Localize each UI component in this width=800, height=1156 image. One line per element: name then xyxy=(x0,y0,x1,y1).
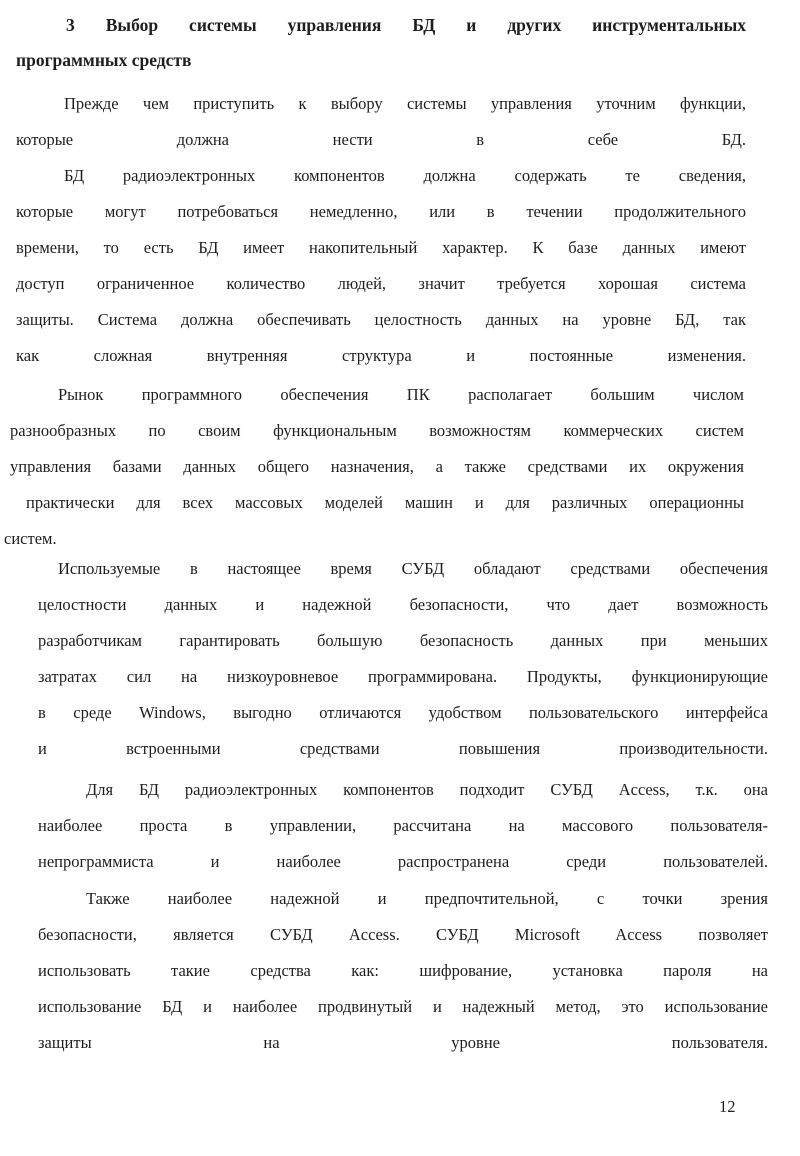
paragraph-db-requirements xyxy=(16,158,746,374)
paragraph-access-security xyxy=(38,881,768,1061)
text-line: которые должна нести в себе БД. xyxy=(16,130,746,149)
text-line: практически для всех массовых моделей машин и для различных операционны xyxy=(26,493,744,512)
text-line: непрограммиста и наиболее распространена среди пользователей. xyxy=(38,852,768,871)
section-heading xyxy=(16,8,746,78)
section-heading-line-2: программных средств xyxy=(16,50,192,70)
text-line: доступ ограниченное количество людей, значит требуется хорошая система xyxy=(16,274,746,293)
text-line: в среде Windows, выгодно отличаются удобством пользовательского интерфейса xyxy=(38,703,768,722)
text-line: Также наиболее надежной и предпочтительной, с точки зрения xyxy=(86,889,768,908)
text-line: БД радиоэлектронных компонентов должна содержать те сведения, xyxy=(64,166,746,185)
section-heading-line-1: 3 Выбор системы управления БД и других инструментальных xyxy=(66,15,746,35)
text-line: разработчикам гарантировать большую безопасность данных при меньших xyxy=(38,631,768,650)
text-line: защиты на уровне пользователя. xyxy=(38,1033,768,1052)
text-line: систем. xyxy=(4,529,57,548)
text-line: разнообразных по своим функциональным возможностям коммерческих систем xyxy=(10,421,744,440)
text-line: Прежде чем приступить к выбору системы управления уточним функции, xyxy=(64,94,746,113)
paragraph-software-market xyxy=(4,377,744,557)
text-line: наиболее проста в управлении, рассчитана на массового пользователя- xyxy=(38,816,768,835)
text-line: Используемые в настоящее время СУБД обладают средствами обеспечения xyxy=(58,559,768,578)
text-line: времени, то есть БД имеет накопительный характер. К базе данных имеют xyxy=(16,238,746,257)
text-line: защиты. Система должна обеспечивать целостность данных на уровне БД, так xyxy=(16,310,746,329)
paragraph-dbms-features xyxy=(38,551,768,767)
text-line: использовать такие средства как: шифрование, установка пароля на xyxy=(38,961,768,980)
paragraph-access-choice xyxy=(38,772,768,880)
page-number: 12 xyxy=(719,1097,736,1116)
text-line: Рынок программного обеспечения ПК располагает большим числом xyxy=(58,385,744,404)
text-line: затратах сил на низкоуровневое программирована. Продукты, функционирующие xyxy=(38,667,768,686)
paragraph-functions-intro xyxy=(16,86,746,158)
text-line: управления базами данных общего назначения, а также средствами их окружения xyxy=(10,457,744,476)
text-line: безопасности, является СУБД Access. СУБД Microsoft Access позволяет xyxy=(38,925,768,944)
text-line: и встроенными средствами повышения производительности. xyxy=(38,739,768,758)
text-line: Для БД радиоэлектронных компонентов подходит СУБД Access, т.к. она xyxy=(86,780,768,799)
text-line: использование БД и наиболее продвинутый и надежный метод, это использование xyxy=(38,997,768,1016)
text-line: целостности данных и надежной безопасности, что дает возможность xyxy=(38,595,768,614)
text-line: как сложная внутренняя структура и постоянные изменения. xyxy=(16,346,746,365)
text-line: которые могут потребоваться немедленно, или в течении продолжительного xyxy=(16,202,746,221)
